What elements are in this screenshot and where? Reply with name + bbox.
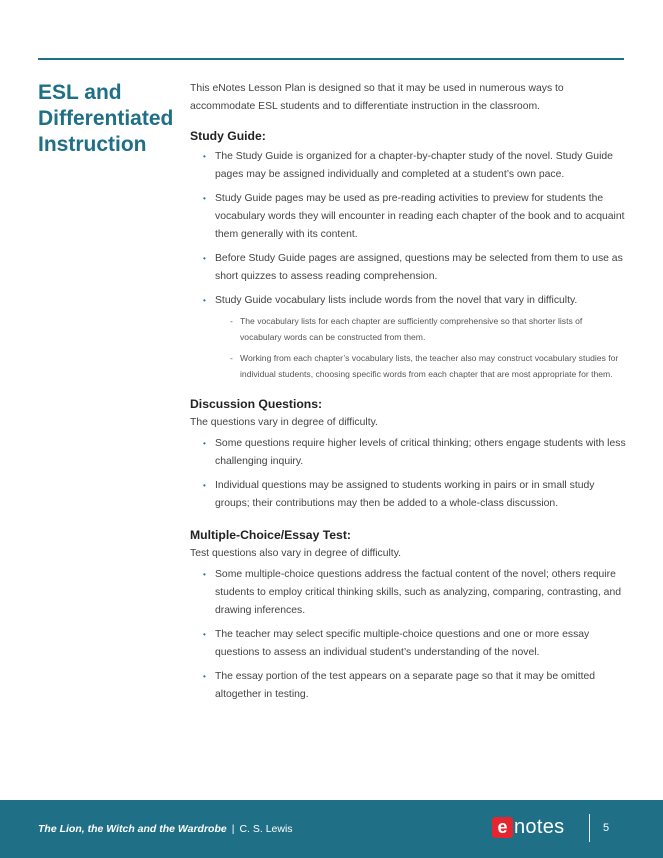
sub-list-item: - Working from each chapter’s vocabulary lists, the teacher also may construct vocabulary studies for individual students, choosing specific words from each chapter that are most appropriate for them. (230, 353, 619, 379)
bullet-icon: • (203, 152, 206, 161)
list-item: • Some multiple-choice questions address the factual content of the novel; others require students to employ critical thinking skills, such as analyzing, comparing, contrasting, and drawing inferences. (215, 566, 626, 620)
list-item: • Before Study Guide pages are assigned, questions may be selected from them to use as short quizzes to assess reading comprehension. (215, 250, 626, 286)
study-guide-list (190, 148, 626, 382)
footer-bar (0, 800, 663, 858)
test-list (190, 566, 626, 704)
list-item: • Study Guide pages may be used as pre-reading activities to preview for students the vocabulary words they will encounter in reading each chapter of the book and to acquaint them generally with its content. (215, 190, 626, 244)
main-content (190, 80, 626, 710)
bullet-icon: • (203, 254, 206, 263)
footer-book-info (38, 823, 293, 835)
enotes-logo (492, 816, 574, 840)
bullet-icon: • (203, 194, 206, 203)
dash-icon: - (230, 316, 233, 326)
discussion-list (190, 435, 626, 513)
sub-list-item: - The vocabulary lists for each chapter are sufficiently comprehensive so that shorter lists of vocabulary words can be constructed from them. (230, 316, 583, 342)
bullet-icon: • (203, 481, 206, 490)
list-item: • Individual questions may be assigned to students working in pairs or in small study groups; their contributions may then be added to a whole-class discussion. (215, 477, 626, 513)
discussion-subtext: The questions vary in degree of difficulty. (190, 417, 378, 428)
book-title: The Lion, the Witch and the Wardrobe (38, 823, 227, 835)
footer-separator: | (231, 823, 235, 835)
bullet-icon: • (203, 296, 206, 305)
discussion-heading: Discussion Questions: (190, 397, 323, 411)
section-title: ESL and Differentiated Instruction (38, 81, 174, 156)
list-item: • Some questions require higher levels of critical thinking; others engage students with less challenging inquiry. (215, 435, 626, 471)
list-item: • The teacher may select specific multiple-choice questions and one or more essay questions to assess an individual student’s understanding of the novel. (215, 626, 626, 662)
footer-divider (589, 814, 590, 842)
vocabulary-sub-list (215, 314, 626, 382)
list-item: • The essay portion of the test appears on a separate page so that it may be omitted altogether in testing. (215, 668, 626, 704)
page-number: 5 (603, 822, 610, 834)
logo-e-box: e (492, 817, 513, 838)
dash-icon: - (230, 353, 233, 363)
top-rule (38, 58, 624, 60)
intro-paragraph: This eNotes Lesson Plan is designed so that it may be used in numerous ways to accommodate ESL students and to differentiate instruction in the classroom. (190, 83, 564, 112)
book-author: C. S. Lewis (239, 823, 293, 835)
bullet-icon: • (203, 570, 206, 579)
test-subtext: Test questions also vary in degree of difficulty. (190, 548, 402, 559)
bullet-icon: • (203, 672, 206, 681)
list-item: • Study Guide vocabulary lists include words from the novel that vary in difficulty. - The vocabulary lists for each chapter are sufficiently comprehensive so that shorter lists of vocabulary words can be constructed from them. - Working from each chapter’s vocabulary lists, the teacher also may construct vocabulary studies for individual students, choosing specific words from each chapter that are most appropriate for them. (215, 292, 626, 382)
study-guide-heading: Study Guide: (190, 129, 266, 143)
list-item: • The Study Guide is organized for a chapter-by-chapter study of the novel. Study Guide pages may be assigned individually and completed at a student’s own pace. (215, 148, 626, 184)
test-heading: Multiple-Choice/Essay Test: (190, 528, 351, 542)
bullet-icon: • (203, 439, 206, 448)
logo-wordmark: notes (514, 816, 565, 838)
bullet-icon: • (203, 630, 206, 639)
